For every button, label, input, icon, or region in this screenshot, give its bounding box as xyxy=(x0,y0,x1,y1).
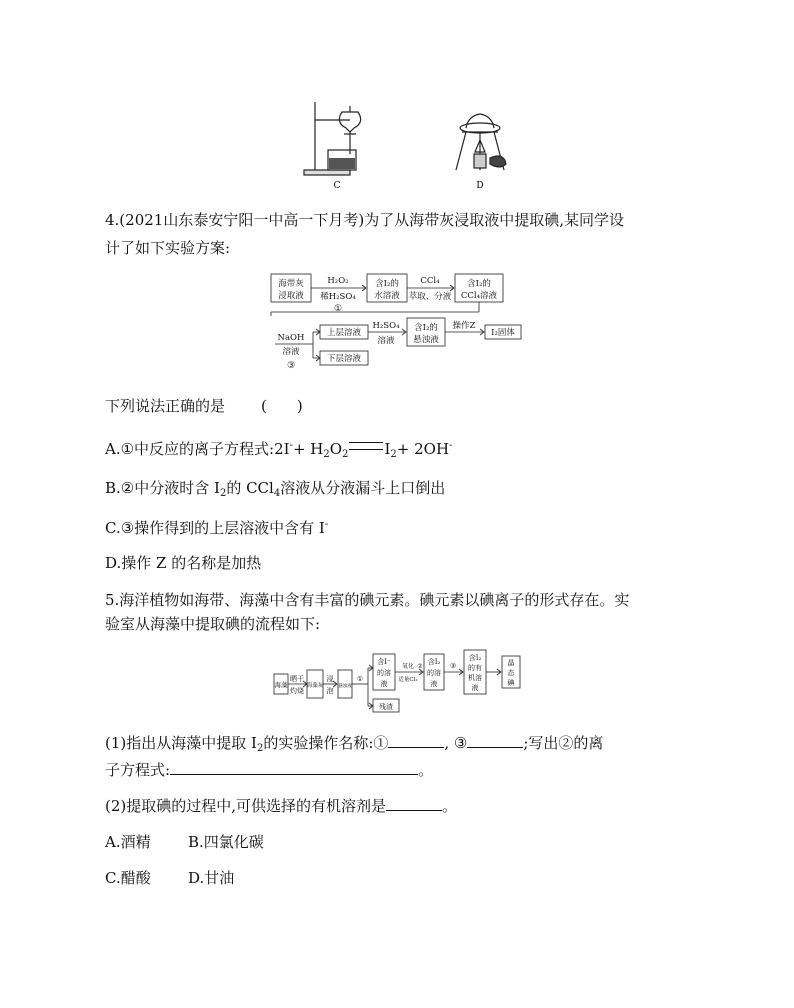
q5-arrow2-top: 浸 xyxy=(326,675,334,683)
q4-option-c-text: C.③操作得到的上层溶液中含有 I xyxy=(105,519,325,537)
q5-box7-line2: 态 xyxy=(507,669,515,677)
q4-option-c[interactable]: C.③操作得到的上层溶液中含有 I- xyxy=(105,519,329,537)
q4-option-a-part: I xyxy=(384,440,391,458)
q5-box7-line1: 晶 xyxy=(507,659,515,667)
q5-box-seaweed: 海藻 xyxy=(274,681,288,689)
q5-box5-line3: 液 xyxy=(430,680,438,688)
q4-arrow1-number: ① xyxy=(333,304,343,314)
q4-arrow3-bottom: 溶液 xyxy=(377,336,395,346)
q5-arrow2-bottom: 泡 xyxy=(326,687,334,695)
q5-part1-line2-end: 。 xyxy=(418,761,434,779)
q5-box-seaweed-ash: 海藻灰 xyxy=(306,683,324,689)
q5-part1-line1: (1)指出从海藻中提取 $I_2$的实验操作名称:① , ③ ;写出②的离 xyxy=(105,734,604,754)
q5-part2 xyxy=(105,796,457,816)
q5-box6-line2: 的有 xyxy=(468,664,482,672)
q5-option-a[interactable]: A.酒精 xyxy=(105,833,151,851)
q4-option-d[interactable]: D.操作 Z 的名称是加热 xyxy=(105,554,262,572)
q5-arrow4-number: ② xyxy=(417,663,423,670)
q4-box4-line1: 含I₂的 xyxy=(414,323,438,333)
q4-box3-line2: CCl₄溶液 xyxy=(460,291,498,301)
q4-option-b[interactable]: B.②中分液时含 $I_2$的 CCl$_4$溶液从分液漏斗上口倒出 xyxy=(105,479,446,499)
q4-arrow3-top: H₂SO₄ xyxy=(372,321,400,331)
q5-stem-line2: 验室从海藻中提取碘的流程如下: xyxy=(105,615,321,633)
apparatus-figures xyxy=(290,92,530,192)
q5-blank-operation-3[interactable] xyxy=(467,733,523,748)
apparatus-d-drawing xyxy=(456,114,506,170)
q5-box-suspension: 悬浊液 xyxy=(338,684,352,689)
q4-box4-line2: 悬浊液 xyxy=(413,335,439,345)
q5-part1-part: 的实验操作名称:① xyxy=(263,734,389,752)
q5-blank-operation-1[interactable] xyxy=(388,733,444,748)
q4-naoh-line2: 溶液 xyxy=(282,347,300,357)
q5-blank-ion-equation[interactable] xyxy=(170,760,418,775)
q5-part2-end: 。 xyxy=(442,797,458,815)
q5-box5-line1: 含I₂ xyxy=(427,658,441,666)
q5-part1-line2 xyxy=(105,760,433,780)
q4-option-b-part: 的 CCl xyxy=(226,479,274,497)
q5-stem-line1: 5.海洋植物如海带、海藻中含有丰富的碘元素。碘元素以碘离子的形式存在。实 xyxy=(105,591,630,609)
q4-box1-line2: 浸取液 xyxy=(278,291,304,301)
q4-upper-layer: 上层溶液 xyxy=(326,328,362,338)
q5-arrow1-bottom: 灼烧 xyxy=(290,687,304,695)
q5-arrow3-number: ① xyxy=(356,675,364,683)
q5-box5-line2: 的溶 xyxy=(427,669,441,677)
q5-residue: 残渣 xyxy=(379,703,393,711)
q4-answer-paren: ( ) xyxy=(261,397,303,415)
q4-arrow1-top: H₂O₂ xyxy=(327,276,349,286)
q5-arrow5-number: ③ xyxy=(449,662,457,670)
q4-box5: I₂固体 xyxy=(491,328,515,338)
q4-arrow2-bottom: 萃取、分液 xyxy=(408,292,452,302)
q5-part2-text: (2)提取碘的过程中,可供选择的有机溶剂是 xyxy=(105,797,387,815)
q4-arrow2-top: CCl₄ xyxy=(420,276,440,286)
q5-arrow1-top: 晒干 xyxy=(290,675,304,683)
q4-naoh-line1: NaOH xyxy=(277,333,305,343)
q5-blank-solvent[interactable] xyxy=(386,796,442,811)
figure-d-label: D xyxy=(476,181,484,191)
q5-box6-line1: 含I₂ xyxy=(468,654,482,662)
q4-box2-line2: 水溶液 xyxy=(374,291,400,301)
q4-arrow1-bottom: 稀H₂SO₄ xyxy=(320,292,356,302)
q5-box7-line3: 碘 xyxy=(507,679,515,687)
q5-part1-line2-text: 子方程式: xyxy=(105,761,171,779)
q5-option-c[interactable]: C.醋酸 xyxy=(105,869,151,887)
q4-option-a-part: + 2OH xyxy=(396,440,450,458)
q4-option-a-part: O xyxy=(329,440,343,458)
q5-box4-line1: 含I⁻ xyxy=(377,658,391,666)
q4-arrow4-top: 操作Z xyxy=(452,321,476,331)
q4-prompt xyxy=(105,396,303,416)
q5-part1-text: (1)指出从海藻中提取 I xyxy=(105,734,257,752)
q4-stem-line1: 4.(2021山东泰安宁阳一中高一下月考)为了从海带灰浸取液中提取碘,某同学设 xyxy=(105,211,624,229)
figure-c-label: C xyxy=(333,181,341,191)
q5-flowchart xyxy=(272,648,524,714)
q4-option-a-text: A.①中反应的离子方程式:2I xyxy=(105,440,290,458)
q4-option-b-part: 溶液从分液漏斗上口倒出 xyxy=(280,479,446,497)
q5-part1-part: ;写出②的离 xyxy=(523,734,604,752)
q4-prompt-text: 下列说法正确的是 xyxy=(105,397,226,415)
q5-box6-line3: 机溶 xyxy=(468,674,482,682)
q5-box4-line3: 液 xyxy=(380,680,388,688)
equals-sign-icon xyxy=(349,442,383,450)
q4-box3-line1: 含I₂的 xyxy=(467,279,491,289)
apparatus-c-drawing xyxy=(304,102,361,175)
q5-option-d[interactable]: D.甘油 xyxy=(188,869,235,887)
q5-arrow4-top: 氧化 xyxy=(401,663,415,670)
q4-box2-line1: 含I₂的 xyxy=(375,279,399,289)
q5-box6-line4: 液 xyxy=(471,684,479,692)
q5-arrow4-bottom: 适量Cl₂ xyxy=(398,677,418,683)
q4-box1-line1: 海带灰 xyxy=(278,279,304,289)
q5-option-b[interactable]: B.四氯化碳 xyxy=(188,833,264,851)
q4-stem-line2: 计了如下实验方案: xyxy=(105,239,231,257)
q4-naoh-number: ③ xyxy=(286,361,296,371)
q5-box4-line2: 的溶 xyxy=(377,669,391,677)
q4-option-a[interactable]: A.①中反应的离子方程式:2I-+ $H_2O_2$ $I_2+ 2OH^-$ xyxy=(105,440,453,460)
q4-option-a-part: + H xyxy=(292,440,324,458)
q4-lower-layer: 下层溶液 xyxy=(326,354,362,364)
q4-option-b-text: B.②中分液时含 I xyxy=(105,479,220,497)
q4-flowchart xyxy=(265,268,525,378)
q5-part1-part: , ③ xyxy=(444,734,468,752)
